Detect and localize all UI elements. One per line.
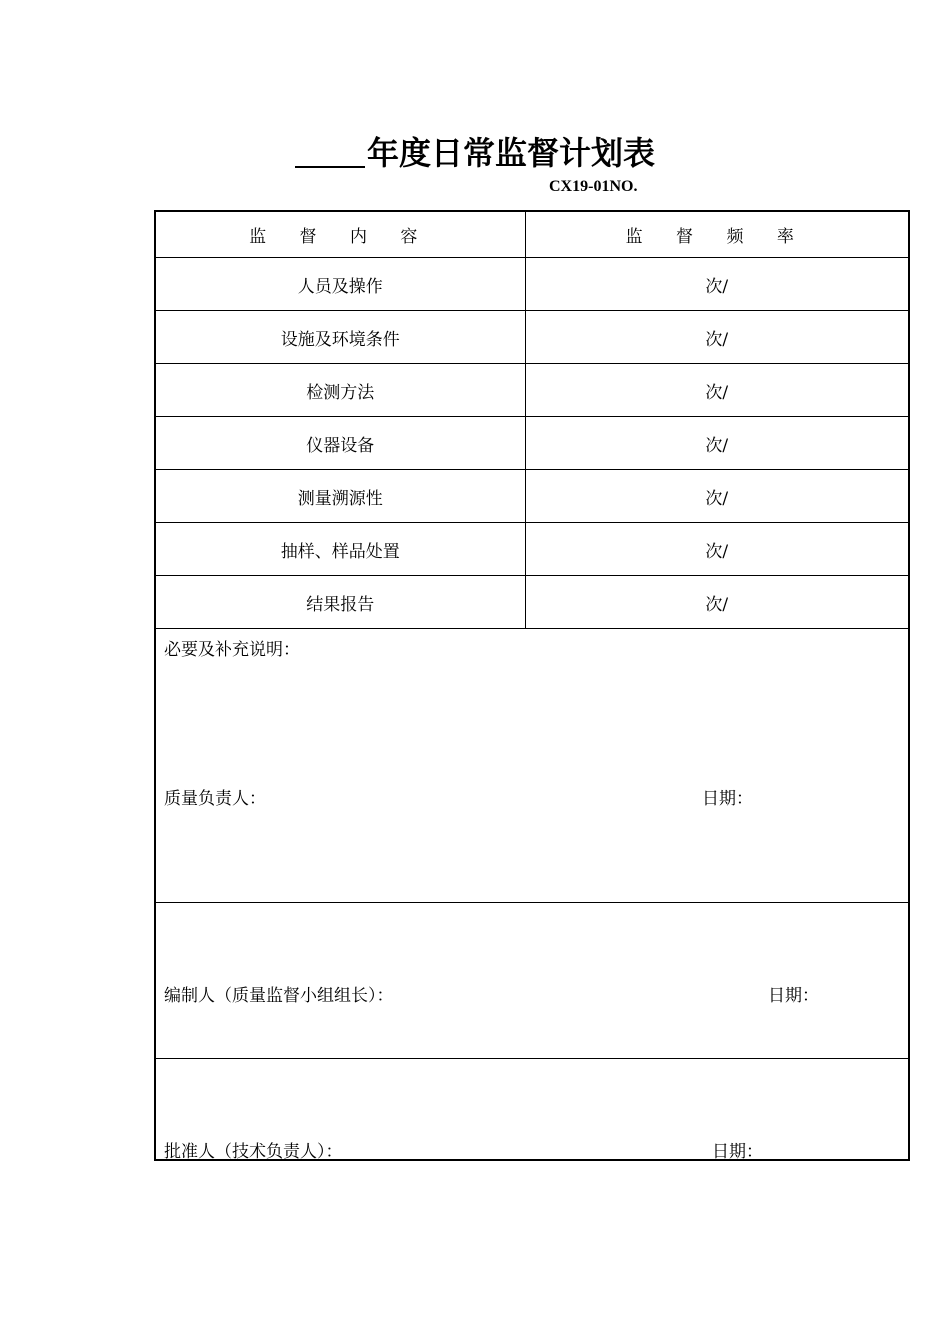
table-row: [155, 576, 909, 629]
quality-manager-date-label: 日期：: [702, 789, 753, 809]
year-blank: [295, 136, 365, 168]
prepared-cell[interactable]: [155, 903, 909, 1059]
form-code: CX19-01NO.: [549, 178, 638, 195]
approved-row: [155, 1059, 909, 1161]
frequency-cell[interactable]: 次/: [525, 523, 909, 576]
notes-label: 必要及补充说明：: [164, 640, 300, 660]
item-cell: 抽样、样品处置: [155, 523, 525, 576]
quality-manager-label: 质量负责人：: [164, 789, 266, 809]
notes-row: [155, 629, 909, 903]
frequency-cell[interactable]: 次/: [525, 258, 909, 311]
item-cell: 设施及环境条件: [155, 311, 525, 364]
table-row: [155, 470, 909, 523]
plan-table: [154, 210, 910, 1161]
prepared-by-label: 编制人（质量监督小组组长）：: [164, 986, 394, 1006]
title-area: [0, 128, 950, 174]
header-content: 监 督 内 容: [155, 211, 525, 258]
approved-by-label: 批准人（技术负责人）：: [164, 1142, 343, 1162]
frequency-cell[interactable]: 次/: [525, 364, 909, 417]
approved-cell[interactable]: [155, 1059, 909, 1161]
table-row: [155, 311, 909, 364]
notes-cell[interactable]: [155, 629, 909, 903]
prepared-date-label: 日期：: [768, 986, 819, 1006]
table-row: [155, 364, 909, 417]
item-cell: 测量溯源性: [155, 470, 525, 523]
item-cell: 人员及操作: [155, 258, 525, 311]
item-cell: 仪器设备: [155, 417, 525, 470]
frequency-cell[interactable]: 次/: [525, 470, 909, 523]
table-row: [155, 523, 909, 576]
header-frequency: 监 督 频 率: [525, 211, 909, 258]
table-row: [155, 417, 909, 470]
prepared-row: [155, 903, 909, 1059]
frequency-cell[interactable]: 次/: [525, 417, 909, 470]
approved-date-label: 日期：: [712, 1142, 763, 1162]
table-header-row: [155, 211, 909, 258]
title-text: 年度日常监督计划表: [366, 134, 655, 172]
table-row: [155, 258, 909, 311]
frequency-cell[interactable]: 次/: [525, 576, 909, 629]
page-title: [295, 128, 655, 174]
item-cell: 结果报告: [155, 576, 525, 629]
item-cell: 检测方法: [155, 364, 525, 417]
frequency-cell[interactable]: 次/: [525, 311, 909, 364]
